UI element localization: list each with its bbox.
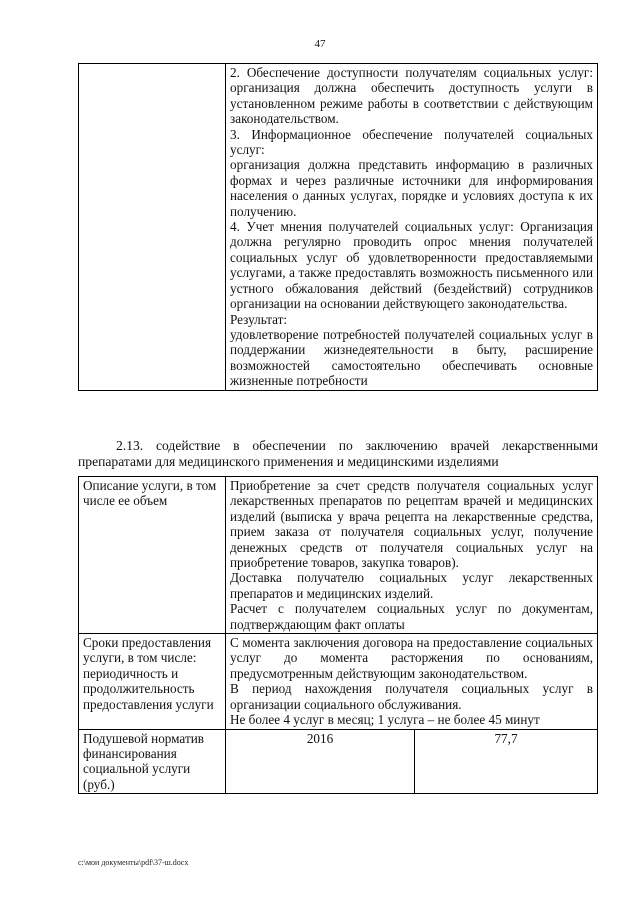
table-row	[79, 477, 598, 634]
table-row	[79, 64, 598, 391]
page-number: 47	[314, 38, 326, 50]
requirements-cell	[226, 64, 598, 391]
paragraph-result-body: удовлетворение потребностей получателей социальных услуг в поддержании жизнедеятельности в быту, расширение возможностей самостоятельно обеспечивать основные жизненные потребности	[230, 326, 593, 389]
section-heading-text: 2.13. содействие в обеспечении по заключению врачей лекарственными препаратами для медицинского применения и медицинскими изделиями	[78, 438, 598, 469]
norm-year-cell: 2016	[226, 729, 415, 794]
terms-label-cell: Сроки предоставления услуги, в том числе: периодичность и продолжительность предоставления услуги	[79, 634, 226, 729]
paragraph-result-heading: Результат:	[230, 311, 288, 327]
empty-label-cell	[79, 64, 226, 391]
description-cell	[226, 477, 598, 634]
paragraph-information-heading: 3. Информационное обеспечение получателей социальных услуг:	[230, 126, 593, 158]
table-row	[79, 729, 598, 794]
norm-value-cell: 77,7	[415, 729, 598, 794]
description-label-cell: Описание услуги, в том числе ее объем	[79, 477, 226, 634]
paragraph-information-body: организация должна представить информацию в различных формах и через различные источники для информирования населения о данных услугах, порядке и условиях доступа к их получению.	[230, 157, 593, 219]
table-row	[79, 634, 598, 729]
norm-label-cell: Подушевой норматив финансирования социальной услуги (руб.)	[79, 729, 226, 794]
footer-file-path: c:\мои документы\pdf\37-ш.docx	[78, 858, 189, 867]
paragraph-opinion: 4. Учет мнения получателей социальных услуг: Организация должна регулярно проводить опрос мнения получателей социальных услуг об удовлетворенности предоставляемыми услугами, а также предоставлять возможность письменного или устного обжалования действий (бездействий) сотрудников организации на основании действующего законодательства.	[230, 219, 593, 312]
paragraph-terms-contract: С момента заключения договора на предоставление социальных услуг до момента расторжения по основаниям, предусмотренным действующим законодательством.	[230, 635, 593, 681]
terms-cell	[226, 634, 598, 729]
section-heading	[78, 438, 598, 470]
paragraph-terms-period: В период нахождения получателя социальных услуг в организации социального обслуживания.	[230, 681, 593, 712]
paragraph-payment: Расчет с получателем социальных услуг по документам, подтверждающим факт оплаты	[230, 601, 593, 632]
continuation-table	[78, 63, 598, 391]
paragraph-accessibility: 2. Обеспечение доступности получателям социальных услуг: организация должна обеспечить доступность услуги в установленном режиме работы в соответствии с действующим законодательством.	[230, 65, 593, 127]
service-table	[78, 476, 598, 794]
paragraph-purchase: Приобретение за счет средств получателя социальных услуг лекарственных препаратов по рецептам врачей и медицинских изделий (выписка у врача рецепта на лекарственные средства, прием заказа от получателя социальных услуг, получение денежных средств от получателя социальных услуг на приобретение товаров, закупка товаров).	[230, 478, 593, 571]
paragraph-delivery: Доставка получателю социальных услуг лекарственных препаратов и медицинских изделий.	[230, 570, 593, 601]
paragraph-terms-frequency: Не более 4 услуг в месяц; 1 услуга – не более 45 минут	[230, 712, 540, 728]
